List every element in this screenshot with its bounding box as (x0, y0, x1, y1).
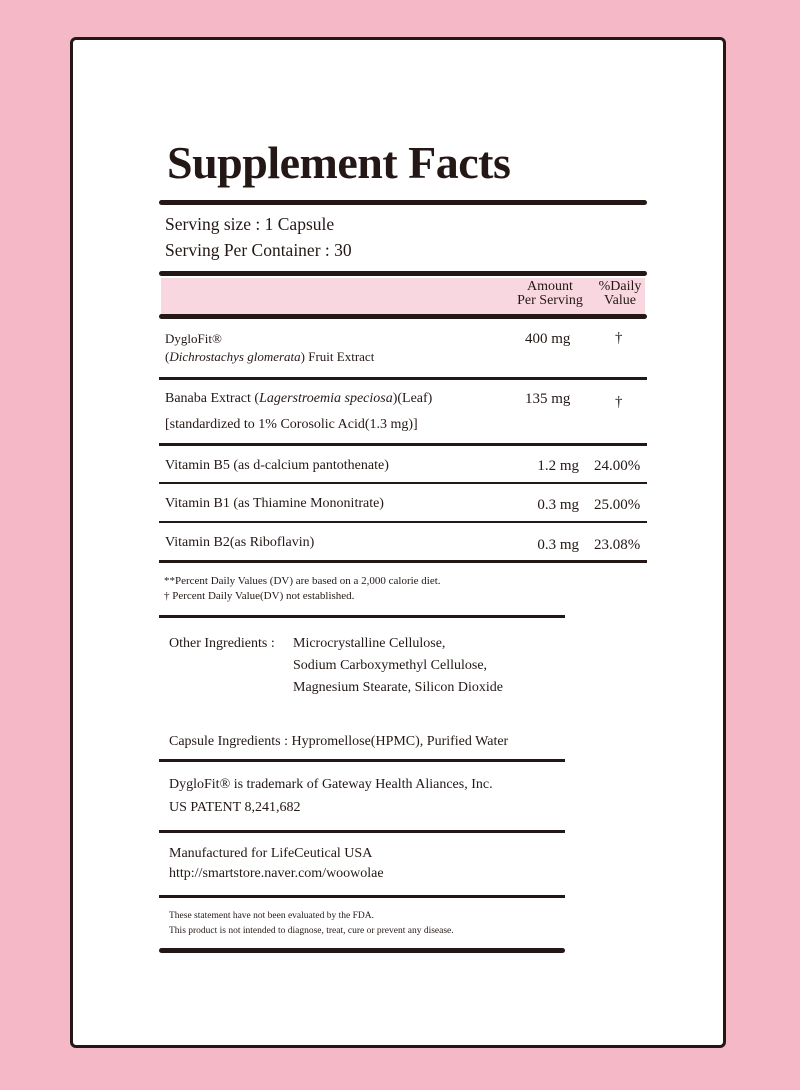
section-divider (159, 615, 565, 618)
ingredient-name: Banaba Extract (Lagerstroemia speciosa)(Leaf) (165, 391, 433, 406)
fda-disclaimer-line1: These statement have not been evaluated by the FDA. (169, 911, 374, 921)
other-ingredients-line3: Magnesium Stearate, Silicon Dioxide (293, 680, 503, 695)
title-rule (159, 200, 647, 205)
header-rule (159, 314, 647, 319)
row-divider (159, 443, 647, 446)
ingredient-subname: (Dichrostachys glomerata) Fruit Extract (165, 349, 375, 364)
supplement-facts-panel (70, 37, 726, 1048)
ingredient-daily-value: 24.00% (594, 458, 641, 474)
row-divider (159, 482, 647, 484)
manufacturer: Manufactured for LifeCeutical USA (169, 846, 373, 861)
dagger-mark: † (615, 330, 623, 346)
dagger-footnote: † Percent Daily Value(DV) not established. (164, 590, 355, 602)
dagger-mark: † (615, 394, 623, 410)
ingredient-amount: 0.3 mg (537, 537, 579, 553)
daily-value-footnote: **Percent Daily Values (DV) are based on a 2,000 calorie diet. (164, 575, 441, 587)
ingredient-name: Vitamin B2(as Riboflavin) (165, 535, 315, 550)
ingredient-name: Vitamin B1 (as Thiamine Mononitrate) (165, 496, 384, 511)
store-url: http://smartstore.naver.com/woowolae (169, 866, 384, 881)
ingredient-daily-value: 25.00% (594, 497, 641, 513)
other-ingredients-line2: Sodium Carboxymethyl Cellulose, (293, 658, 488, 673)
daily-value-header-line1: %Daily (598, 279, 642, 294)
ingredient-standardization: [standardized to 1% Corosolic Acid(1.3 mg)] (165, 417, 418, 432)
daily-value-header (591, 280, 649, 308)
trademark-notice: DygloFit® is trademark of Gateway Health Aliances, Inc. (169, 777, 493, 792)
ingredient-amount: 135 mg (525, 391, 571, 407)
serving-rule (159, 271, 647, 276)
ingredient-amount: 1.2 mg (537, 458, 579, 474)
row-divider (159, 521, 647, 523)
other-ingredients-label: Other Ingredients : (169, 636, 275, 651)
ingredient-daily-value: 23.08% (594, 537, 641, 553)
capsule-ingredients: Capsule Ingredients : Hypromellose(HPMC), Purified Water (169, 734, 509, 749)
patent-number: US PATENT 8,241,682 (169, 800, 301, 815)
servings-per-container: Serving Per Container : 30 (165, 240, 352, 260)
daily-value-header-line2: Value (604, 293, 636, 308)
amount-header-line2: Per Serving (517, 293, 583, 308)
bottom-rule (159, 948, 565, 953)
ingredient-name: DygloFit® (165, 331, 222, 346)
table-bottom-rule (159, 560, 647, 563)
ingredient-amount: 400 mg (525, 331, 571, 347)
section-divider (159, 759, 565, 762)
panel-title: Supplement Facts (167, 137, 511, 188)
ingredient-amount: 0.3 mg (537, 497, 579, 513)
section-divider (159, 895, 565, 898)
row-divider (159, 377, 647, 380)
fda-disclaimer-line2: This product is not intended to diagnose, treat, cure or prevent any disease. (169, 926, 454, 936)
serving-size: Serving size : 1 Capsule (165, 214, 335, 234)
other-ingredients-line1: Microcrystalline Cellulose, (293, 636, 446, 651)
section-divider (159, 830, 565, 833)
amount-header-line1: Amount (527, 279, 573, 294)
amount-header (505, 280, 595, 308)
ingredient-name: Vitamin B5 (as d-calcium pantothenate) (165, 458, 389, 473)
